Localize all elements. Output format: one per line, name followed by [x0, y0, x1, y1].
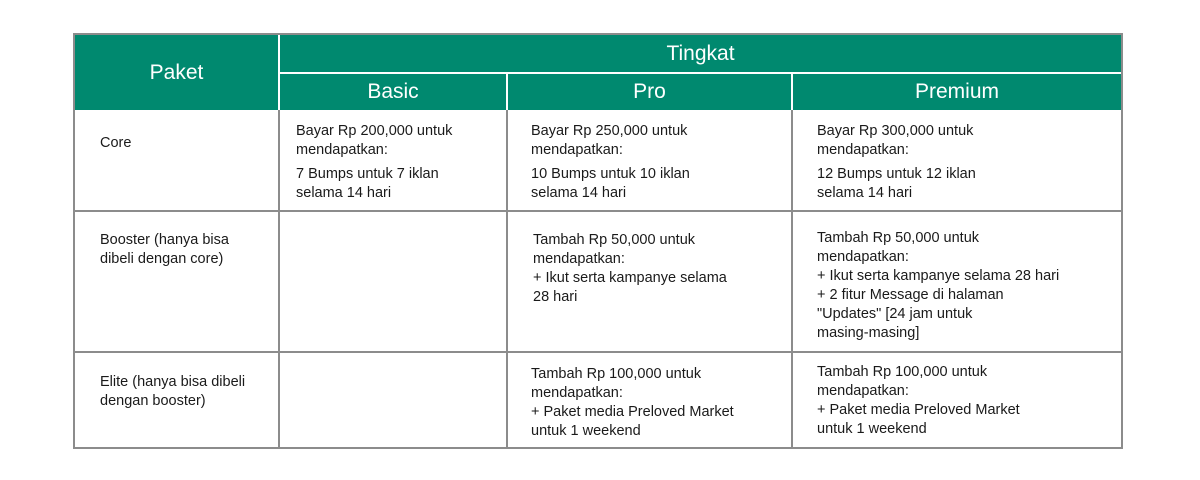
header-premium-label: Premium — [914, 80, 999, 103]
row-core-label — [100, 134, 131, 153]
row-divider-1 — [75, 210, 1121, 212]
text-line: mendapatkan: — [531, 142, 623, 158]
row-booster-label — [100, 231, 229, 269]
text-line: Booster (hanya bisa — [100, 232, 229, 248]
header-premium — [793, 74, 1121, 110]
row-core-basic — [296, 122, 452, 203]
row-elite-label — [100, 373, 245, 411]
text-line: selama 14 hari — [817, 185, 913, 201]
body-divider-3 — [791, 110, 793, 447]
text-line: + 2 fitur Message di halaman — [817, 287, 1004, 303]
text-line: mendapatkan: — [817, 142, 909, 158]
text-line: Bayar Rp 200,000 untuk — [296, 123, 453, 139]
row-booster-pro — [533, 231, 727, 307]
body-divider-2 — [506, 110, 508, 447]
row-elite-premium — [817, 363, 1020, 439]
header-pro-label: Pro — [633, 80, 666, 103]
row-elite-pro — [531, 365, 734, 441]
text-line: Tambah Rp 100,000 untuk — [531, 366, 702, 382]
text-line: 28 hari — [533, 289, 578, 305]
text-line: mendapatkan: — [531, 385, 623, 401]
text-line: untuk 1 weekend — [531, 423, 641, 439]
text-line: dengan booster) — [100, 393, 206, 409]
header-divider-4 — [791, 74, 793, 110]
row-booster-premium — [817, 229, 1059, 343]
text-line: + Paket media Preloved Market — [531, 404, 734, 420]
text-line: 12 Bumps untuk 12 iklan — [817, 166, 976, 182]
text-line: + Ikut serta kampanye selama — [533, 270, 727, 286]
text-line: Elite (hanya bisa dibeli — [100, 374, 246, 390]
pricing-table — [73, 33, 1123, 449]
text-line: + Ikut serta kampanye selama 28 hari — [817, 268, 1060, 284]
text-line: 7 Bumps untuk 7 iklan — [296, 166, 439, 182]
text-line: mendapatkan: — [817, 383, 909, 399]
text-line: Bayar Rp 250,000 untuk — [531, 123, 688, 139]
row-divider-2 — [75, 351, 1121, 353]
text-line: + Paket media Preloved Market — [817, 402, 1020, 418]
text-line: Tambah Rp 50,000 untuk — [533, 232, 696, 248]
header-divider-2 — [280, 72, 1121, 74]
text-line: mendapatkan: — [817, 249, 909, 265]
header-paket — [75, 35, 278, 110]
row-core-label-text: Core — [100, 135, 132, 151]
text-line: 10 Bumps untuk 10 iklan — [531, 166, 690, 182]
header-divider-3 — [506, 74, 508, 110]
text-line: "Updates" [24 jam untuk — [817, 306, 973, 322]
body-divider-1 — [278, 110, 280, 447]
header-tingkat-label: Tingkat — [666, 41, 735, 65]
text-line: Bayar Rp 300,000 untuk — [817, 123, 974, 139]
text-line: selama 14 hari — [531, 185, 627, 201]
text-line: masing-masing] — [817, 325, 920, 341]
pricing-table-grid — [75, 35, 1121, 447]
text-line: Tambah Rp 50,000 untuk — [817, 230, 980, 246]
row-core-premium — [817, 122, 976, 203]
header-basic-label: Basic — [367, 80, 419, 103]
text-line: selama 14 hari — [296, 185, 392, 201]
header-paket-label: Paket — [149, 60, 204, 84]
header-tingkat — [280, 35, 1121, 72]
text-line: mendapatkan: — [533, 251, 625, 267]
text-line: mendapatkan: — [296, 142, 388, 158]
text-line: Tambah Rp 100,000 untuk — [817, 364, 988, 380]
header-pro — [508, 74, 791, 110]
text-line: untuk 1 weekend — [817, 421, 927, 437]
text-line: dibeli dengan core) — [100, 251, 224, 267]
row-core-pro — [531, 122, 690, 203]
header-basic — [280, 74, 506, 110]
